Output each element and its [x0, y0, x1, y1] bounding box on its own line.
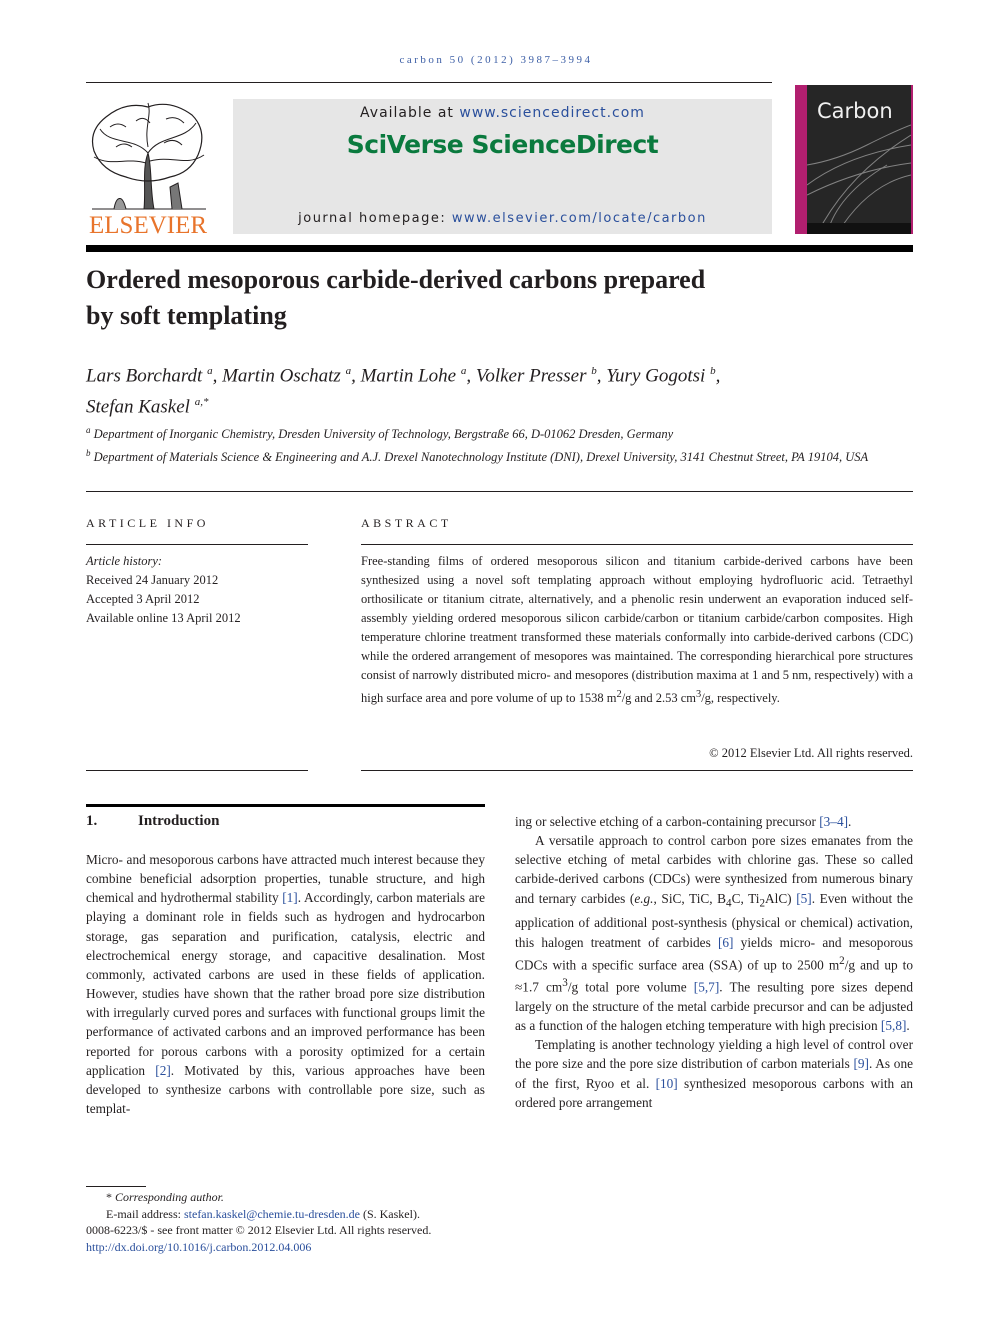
abstract-superscript: 3	[695, 689, 702, 700]
text-run: , SiC, TiC, B	[653, 890, 727, 906]
text-run: yields micro- and mesoporous CDCs with a specific surface area (SSA) of up to 2500 m	[515, 934, 913, 973]
affiliation-label: b	[86, 448, 91, 459]
cover-image	[807, 85, 911, 234]
text-run: A versatile approach to control carbon pore sizes emanates from the selective etching of metal carbides with chlorine gas. These so called carbide-derived carbons (CDCs) were synthesized from numerous binary and ternary carbides (	[515, 833, 913, 906]
author-separator: ,	[596, 365, 607, 387]
article-history-label: Article history:	[86, 554, 163, 568]
intro-paragraph	[515, 831, 913, 1035]
homepage-label: journal homepage:	[298, 211, 452, 226]
author-separator: ,	[715, 365, 721, 387]
article-info-rule-bottom	[86, 770, 308, 771]
citation-link[interactable]: [3–4]	[819, 814, 849, 829]
sciencedirect-link[interactable]: www.sciencedirect.com	[459, 105, 645, 121]
author-affiliation-mark[interactable]: a,*	[194, 396, 209, 409]
title-line-2: by soft templating	[86, 301, 287, 330]
citation-link[interactable]: [5]	[796, 890, 812, 906]
author-name[interactable]: Martin Oschatz	[222, 365, 341, 387]
affiliation-list	[86, 421, 913, 467]
email-line	[86, 1206, 431, 1223]
issn-line: 0008-6223/$ - see front matter © 2012 Elsevier Ltd. All rights reserved.	[86, 1223, 432, 1237]
abstract-part: Free-standing films of ordered mesoporous silicon and titanium carbide-derived carbons have been synthesized using a novel soft templating approach without employing hydrofluoric acid. Tetraethyl orthosilicate or titanium citrate, alternatively, and a phenolic resin underwent an evaporation induced self-assembly yielding ordered mesoporous silicon carbide/carbon or titanium carbide/carbon composites. High temperature chlorine treatment transformed these materials conformally into carbide-derived carbons (CDC) while the ordered arrangement of mesopores was maintained. The corresponding hierarchical pore structures consist of narrowly distributed micro- and mesopores (distribution maxima at 1 and 5 nm, respectively) with a high surface area and pore volume of up to 1538 m	[361, 554, 913, 706]
author-affiliation-mark[interactable]: a	[460, 365, 467, 377]
journal-cover	[795, 85, 913, 234]
affiliation-text: Department of Inorganic Chemistry, Dresden University of Technology, Bergstraße 66, D-01062 Dresden, Germany	[93, 427, 674, 442]
text-run: ing or selective etching of a carbon-containing precursor	[515, 814, 820, 829]
article-history	[86, 552, 241, 628]
citation-link[interactable]: [10]	[655, 1075, 678, 1091]
citation-link[interactable]: [6]	[717, 934, 734, 950]
text-run: /g and up to ≈1.7 cm	[515, 957, 913, 995]
subscript: 2	[759, 897, 766, 910]
superscript: 3	[562, 977, 568, 990]
author-affiliation-mark[interactable]: a	[207, 365, 213, 377]
author-name[interactable]: Stefan Kaskel	[86, 396, 190, 418]
text-run: Templating is another technology yielding a high level of control over the pore size and the pore size distribution of carbon materials	[515, 1037, 913, 1072]
author-affiliation-mark[interactable]: a	[345, 365, 352, 377]
abstract-copyright: © 2012 Elsevier Ltd. All rights reserved.	[709, 746, 913, 760]
abstract-rule-bottom	[361, 770, 913, 771]
author-affiliation-mark[interactable]: b	[710, 365, 716, 377]
abstract-heading: ABSTRACT	[361, 516, 452, 530]
doi-link[interactable]: http://dx.doi.org/10.1016/j.carbon.2012.04.006	[86, 1239, 312, 1254]
intro-paragraph	[515, 812, 913, 831]
abstract-text	[361, 552, 913, 708]
cover-title: Carbon	[817, 99, 893, 123]
journal-homepage-link[interactable]: www.elsevier.com/locate/carbon	[451, 211, 707, 226]
affiliation-b	[86, 444, 913, 467]
intro-paragraph	[515, 1035, 913, 1112]
article-info-rule-top	[86, 544, 308, 545]
available-at-label: Available at	[360, 105, 460, 121]
author-separator: ,	[351, 365, 361, 387]
intro-paragraph	[86, 850, 485, 1118]
title-line-1: Ordered mesoporous carbide-derived carbons prepared	[86, 265, 706, 294]
author-name[interactable]: Volker Presser	[475, 365, 587, 387]
superscript: 2	[839, 954, 845, 967]
elsevier-logo	[86, 97, 212, 237]
author-name[interactable]: Lars Borchardt	[86, 365, 203, 387]
author-name[interactable]: Martin Lohe	[360, 365, 457, 387]
text-run: Micro- and mesoporous carbons have attracted much interest because they combine beneficial adsorption properties, tunable structure, and high chemical and hydrothermal stability	[86, 852, 485, 906]
sciverse-brand: SciVerse ScienceDirect	[346, 130, 659, 159]
affiliation-a	[86, 421, 913, 444]
affiliation-text: Department of Materials Science & Engineering and A.J. Drexel Nanotechnology Institute (DNI), Drexel University, 3141 Chestnut Street, PA 19104, USA	[93, 450, 869, 465]
author-separator: ,	[212, 365, 223, 387]
accepted-date: Accepted 3 April 2012	[86, 592, 200, 606]
online-date: Available online 13 April 2012	[86, 611, 241, 625]
footnote-corresponding-label: Corresponding author.	[115, 1190, 224, 1204]
header-rule	[86, 82, 772, 83]
author-separator: ,	[466, 365, 476, 387]
abstract-part: /g, respectively.	[701, 691, 780, 706]
title-top-rule	[86, 245, 913, 252]
text-run: e.g.	[634, 890, 654, 906]
text-run: synthesized mesoporous carbons with an ordered pore arrangement	[515, 1075, 913, 1110]
author-name[interactable]: Yury Gogotsi	[606, 365, 706, 387]
citation-link[interactable]: [1]	[282, 890, 298, 906]
citation-link[interactable]: [9]	[853, 1056, 869, 1072]
journal-reference: carbon 50 (2012) 3987–3994	[399, 54, 593, 66]
text-run: . Motivated by this, various approaches have been developed to synthesize carbons with controllable pore size, such as templat-	[86, 1062, 485, 1117]
text-run: /g total pore volume	[567, 979, 694, 995]
available-at-line	[233, 105, 772, 121]
author-list	[86, 358, 913, 421]
citation-link[interactable]: [2]	[155, 1062, 171, 1078]
email-label: E-mail address:	[106, 1206, 184, 1221]
body-section-rule	[86, 804, 485, 807]
affiliation-label: a	[86, 425, 91, 435]
text-run: .	[848, 814, 852, 829]
elsevier-tree-logo-icon	[86, 97, 212, 237]
citation-link[interactable]: [5,8]	[880, 1018, 907, 1034]
affiliation-rule	[86, 491, 913, 492]
text-run: . Accordingly, carbon materials are playing a dominant role in fields such as hydrogen and hydrocarbon storage, gas separation and purification, catalysis, electric and electrochemical energy storage, and capacitive desalination. Most commonly, activated carbons are used in these fields of application. However, studies have shown that the rather broad pore size distribution with irregularly curved pores and surfaces with functional groups limit the performance of activated carbons and an improved performance has been reported for porous carbons with a porosity optimized for a certain application	[86, 890, 485, 1078]
footnote-star: *	[106, 1190, 115, 1204]
elsevier-wordmark: ELSEVIER	[89, 212, 208, 237]
body-column-right	[515, 812, 913, 1112]
text-run: . As one of the first, Ryoo et al.	[515, 1056, 914, 1091]
text-run: . Even without the application of additional post-synthesis (physical or chemical) activation, this halogen treatment of carbides	[515, 890, 913, 950]
footnote	[86, 1189, 431, 1255]
abstract-superscript: 2	[616, 689, 622, 700]
author-affiliation-mark[interactable]: b	[591, 365, 597, 377]
body-column-left	[86, 850, 485, 1118]
subscript: 4	[726, 897, 732, 910]
abstract-part: /g and 2.53 cm	[621, 691, 696, 706]
citation-link[interactable]: [5,7]	[693, 979, 720, 995]
text-run: . The resulting pore sizes depend largely on the structure of the metal carbide precursor and can be adjusted as a function of the halogen etching temperature with high precision	[515, 979, 913, 1034]
corresponding-author-note	[86, 1189, 431, 1206]
section-title: Introduction	[138, 813, 220, 829]
email-link[interactable]: stefan.kaskel@chemie.tu-dresden.de	[183, 1206, 360, 1221]
received-date: Received 24 January 2012	[86, 573, 219, 587]
abstract-rule-top	[361, 544, 913, 545]
text-run: .	[906, 1018, 910, 1034]
section-number: 1.	[86, 813, 98, 829]
email-owner: (S. Kaskel).	[359, 1206, 420, 1221]
text-run: C, Ti	[731, 890, 760, 906]
article-info-heading: ARTICLE INFO	[86, 516, 209, 530]
text-run: AlC)	[765, 890, 797, 906]
introduction-heading	[86, 813, 219, 830]
footnote-rule	[86, 1186, 146, 1187]
paper-title	[86, 262, 913, 334]
journal-homepage-line	[233, 211, 772, 226]
